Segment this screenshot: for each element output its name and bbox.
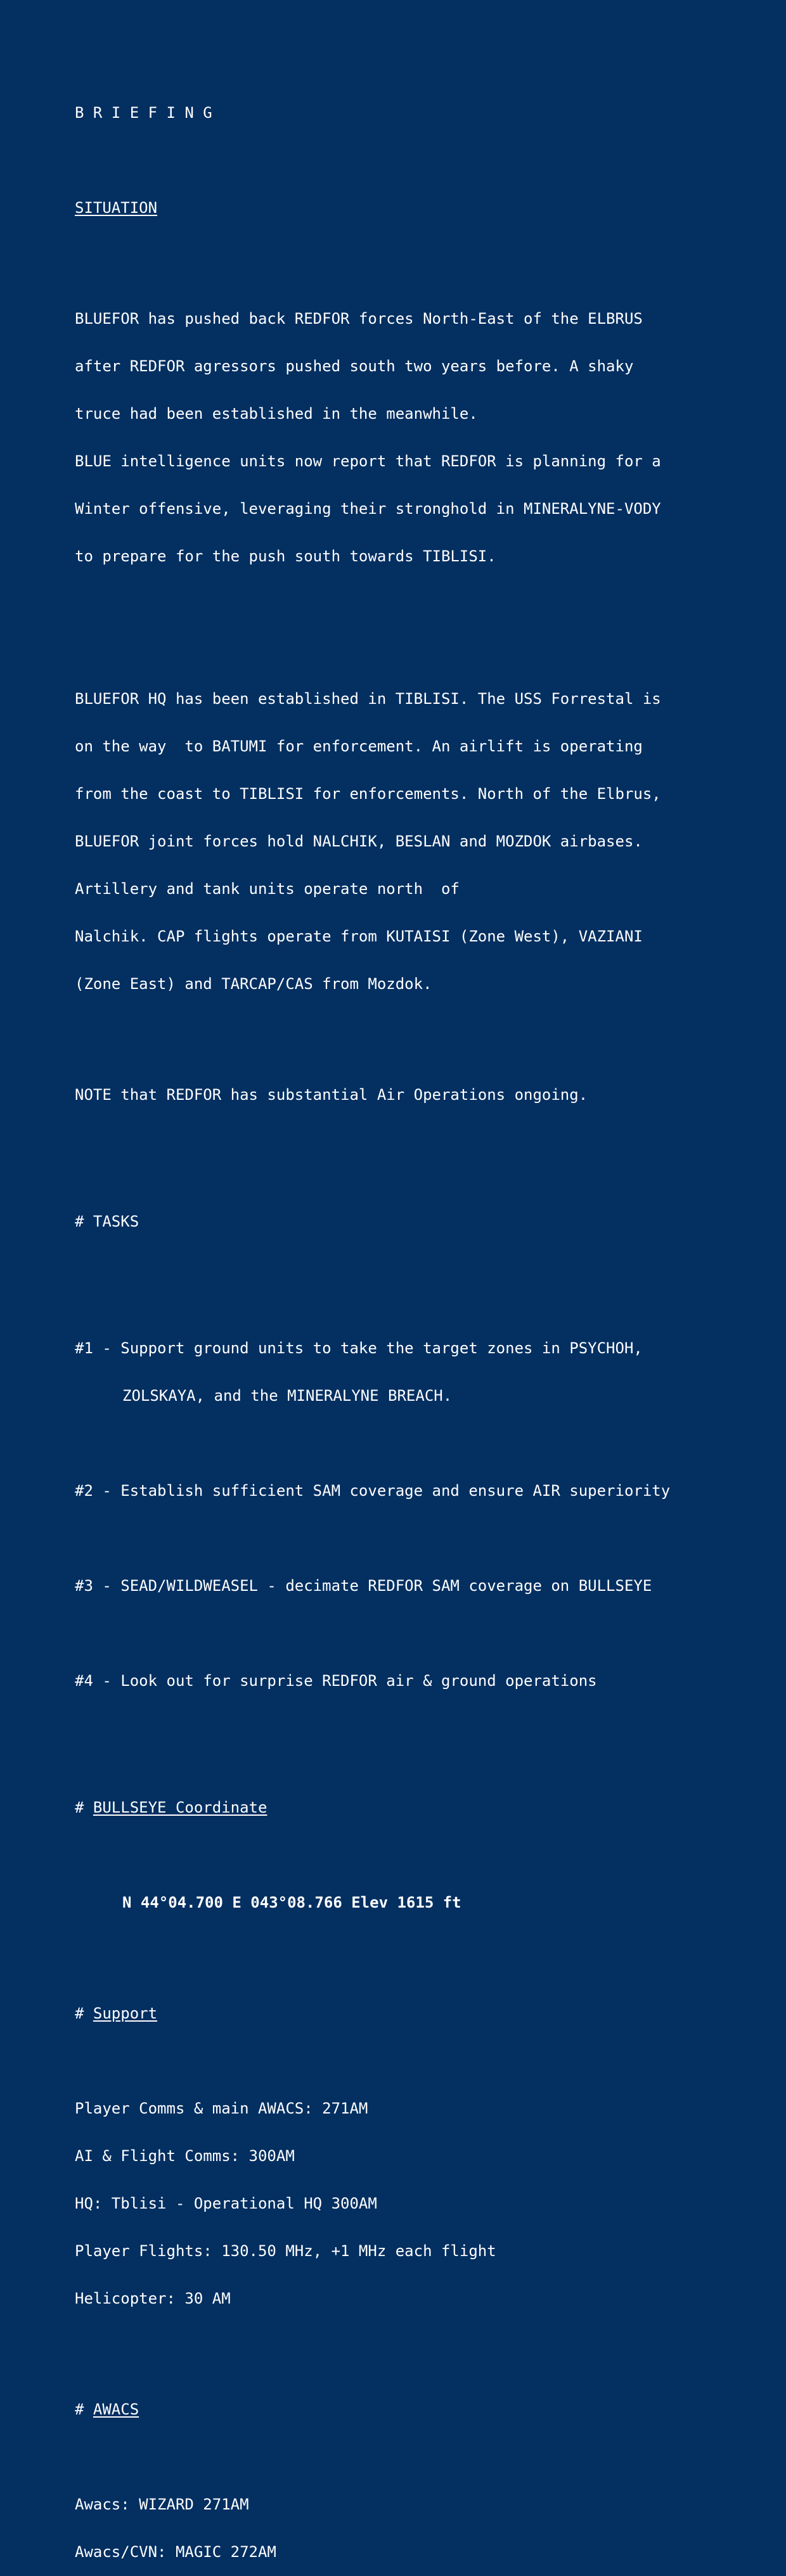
support-line: Player Flights: 130.50 MHz, +1 MHz each flight bbox=[75, 2242, 496, 2260]
support-prefix: # bbox=[75, 2005, 93, 2022]
situation-line: BLUEFOR joint forces hold NALCHIK, BESLAN and MOZDOK airbases. bbox=[75, 832, 643, 850]
situation-line: on the way to BATUMI for enforcement. An airlift is operating bbox=[75, 737, 643, 755]
bullseye-heading-line bbox=[75, 1800, 759, 1816]
situation-line: BLUEFOR HQ has been established in TIBLISI. The USS Forrestal is bbox=[75, 690, 661, 708]
situation-note: NOTE that REDFOR has substantial Air Operations ongoing. bbox=[75, 1086, 588, 1104]
bullseye-prefix: # bbox=[75, 1799, 93, 1816]
situation-line: to prepare for the push south towards TIBLISI. bbox=[75, 547, 496, 565]
task-3: #3 - SEAD/WILDWEASEL - decimate REDFOR SAM coverage on BULLSEYE bbox=[75, 1577, 652, 1595]
spacer bbox=[75, 1958, 759, 1974]
awacs-heading-line bbox=[75, 2402, 759, 2418]
support-line: AI & Flight Comms: 300AM bbox=[75, 2147, 295, 2165]
spacer bbox=[75, 1737, 759, 1768]
spacer bbox=[75, 2053, 759, 2069]
situation-line: BLUE intelligence units now report that REDFOR is planning for a bbox=[75, 452, 661, 470]
bullseye-coordinate: N 44°04.700 E 043°08.766 Elev 1615 ft bbox=[122, 1894, 461, 1911]
awacs-line: Awacs: WIZARD 271AM bbox=[75, 2496, 249, 2513]
spacer bbox=[75, 1847, 759, 1863]
support-heading-line bbox=[75, 2006, 759, 2022]
situation-line: after REDFOR agressors pushed south two years before. A shaky bbox=[75, 357, 634, 375]
situation-line: Winter offensive, leveraging their stronghold in MINERALYNE-VODY bbox=[75, 500, 661, 518]
situation-line: BLUEFOR has pushed back REDFOR forces North-East of the ELBRUS bbox=[75, 310, 643, 328]
tasks-heading: # TASKS bbox=[75, 1213, 139, 1230]
situation-heading: SITUATION bbox=[75, 199, 158, 217]
bullseye-heading: BULLSEYE Coordinate bbox=[93, 1799, 267, 1816]
task-1-line-1: #1 - Support ground units to take the target zones in PSYCHOH, bbox=[75, 1339, 643, 1357]
task-4: #4 - Look out for surprise REDFOR air & ground operations bbox=[75, 1672, 597, 1690]
awacs-heading: AWACS bbox=[93, 2401, 139, 2418]
spacer bbox=[75, 1626, 759, 1642]
spacer bbox=[75, 248, 759, 264]
spacer bbox=[75, 1151, 759, 1182]
task-2: #2 - Establish sufficient SAM coverage and ensure AIR superiority bbox=[75, 1482, 671, 1500]
briefing-document bbox=[75, 73, 759, 2576]
spacer bbox=[75, 612, 759, 644]
spacer bbox=[75, 153, 759, 169]
spacer bbox=[75, 2449, 759, 2465]
situation-line: truce had been established in the meanwhile. bbox=[75, 405, 478, 423]
awacs-line: Awacs/CVN: MAGIC 272AM bbox=[75, 2543, 276, 2561]
support-line: Player Comms & main AWACS: 271AM bbox=[75, 2100, 368, 2117]
situation-line: Nalchik. CAP flights operate from KUTAISI (Zone West), VAZIANI bbox=[75, 928, 643, 945]
spacer bbox=[75, 2354, 759, 2370]
support-line: HQ: Tblisi - Operational HQ 300AM bbox=[75, 2195, 377, 2212]
briefing-title: B R I E F I N G bbox=[75, 104, 212, 122]
support-line: Helicopter: 30 AM bbox=[75, 2290, 231, 2307]
spacer bbox=[75, 1436, 759, 1451]
spacer bbox=[75, 1277, 759, 1309]
situation-line: (Zone East) and TARCAP/CAS from Mozdok. bbox=[75, 975, 432, 993]
situation-line: Artillery and tank units operate north of bbox=[75, 880, 460, 898]
spacer bbox=[75, 1040, 759, 1055]
support-heading: Support bbox=[93, 2005, 158, 2022]
situation-line: from the coast to TIBLISI for enforcements. North of the Elbrus, bbox=[75, 785, 661, 803]
awacs-prefix: # bbox=[75, 2401, 93, 2418]
task-1-line-2: ZOLSKAYA, and the MINERALYNE BREACH. bbox=[122, 1387, 453, 1405]
spacer bbox=[75, 1531, 759, 1546]
